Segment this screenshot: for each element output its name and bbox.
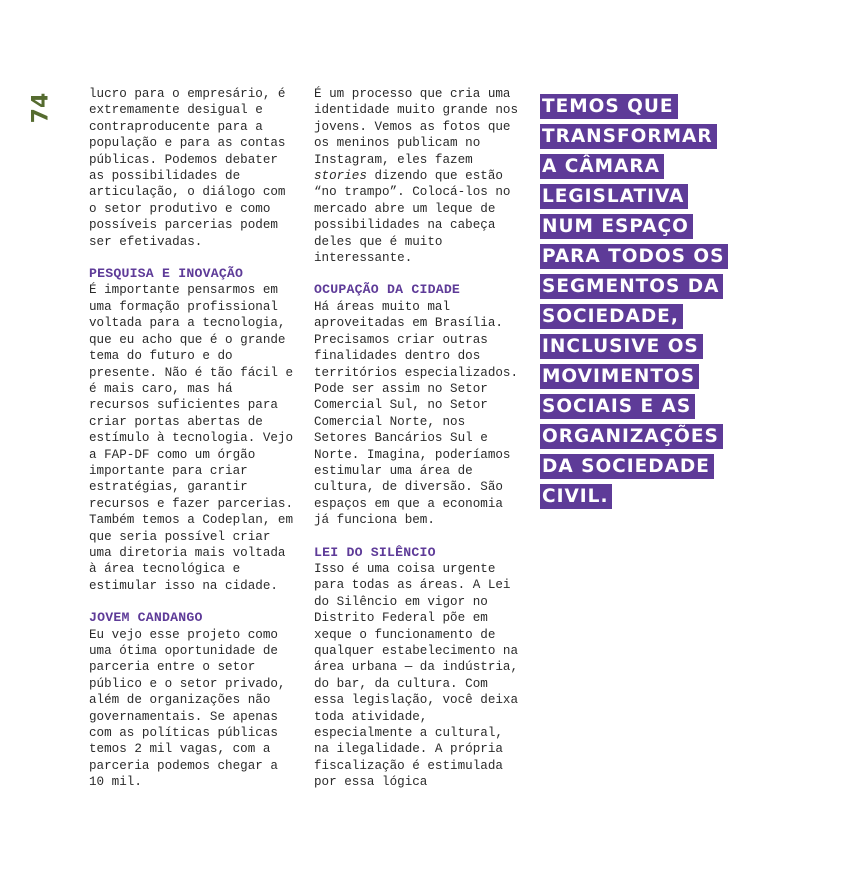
quote-line: LEGISLATIVA — [540, 184, 688, 209]
quote-line: NUM ESPAÇO — [540, 214, 693, 239]
intro-text-italic: stories — [314, 169, 367, 184]
paragraph-jovem: Eu vejo esse projeto como uma ótima oportunidade de parceria entre o setor público e o setor privado, além de organizações não governamentais. Se apenas com as políticas públicas temos 2 mil vagas, com a parceria podemos chegar a 10 mil. — [89, 627, 286, 790]
text-column-middle — [314, 86, 524, 791]
heading-jovem-candango: JOVEM CANDANGO — [89, 610, 203, 626]
quote-line: SOCIEDADE, — [540, 304, 683, 329]
quote-line: PARA TODOS OS — [540, 244, 728, 269]
paragraph-ocupacao: Há áreas muito mal aproveitadas em Brasília. Precisamos criar outras finalidades dentro dos territórios especializados. Pode ser assim no Setor Comercial Sul, no Setor Comercial Norte, nos Setores Bancários Sul e Norte. Imagina, poderíamos estimular uma área de cultura, de diversão. São espaços em que a economia já funciona bem. — [314, 299, 519, 528]
page-number-text: 74 — [28, 92, 54, 124]
heading-lei-silencio: LEI DO SILÊNCIO — [314, 544, 436, 560]
intro-text-b: dizendo que estão “no trampo”. Colocá-los no mercado abre um leque de possibilidades na cabeça deles que é muito interessante. — [314, 169, 511, 266]
intro-text-a: É um processo que cria uma identidade muito grande nos jovens. Vemos as fotos que os meninos publicam no Instagram, eles fazem — [314, 87, 519, 167]
paragraph-intro: lucro para o empresário, é extremamente desigual e contraproducente para a população e para as contas públicas. Podemos debater as possibilidades de articulação, o diálogo com o setor produtivo e como possíveis parcerias podem ser efetivadas. — [89, 87, 286, 249]
paragraph-intro-2 — [314, 86, 524, 266]
quote-line: INCLUSIVE OS — [540, 334, 703, 359]
quote-line: CIVIL. — [540, 484, 612, 509]
pull-quote — [540, 92, 740, 512]
quote-line: DA SOCIEDADE — [540, 454, 714, 479]
quote-line: A CÂMARA — [540, 154, 664, 179]
page-number — [26, 88, 56, 128]
text-column-left — [89, 86, 299, 791]
quote-line: TRANSFORMAR — [540, 124, 717, 149]
quote-line: ORGANIZAÇÕES — [540, 424, 723, 449]
heading-pesquisa-inovacao: PESQUISA E INOVAÇÃO — [89, 266, 244, 282]
heading-ocupacao-cidade: OCUPAÇÃO DA CIDADE — [314, 282, 461, 298]
quote-line: TEMOS QUE — [540, 94, 678, 119]
quote-line: SEGMENTOS DA — [540, 274, 723, 299]
quote-line: MOVIMENTOS — [540, 364, 699, 389]
paragraph-pesquisa: É importante pensarmos em uma formação profissional voltada para a tecnologia, que eu acho que é o grande tema do futuro e do presente. Não é tão fácil e é mais caro, mas há recursos suficientes para criar portas abertas de estímulo à tecnologia. Vejo a FAP-DF como um órgão importante para criar estratégias, garantir recursos e fazer parcerias. Também temos a Codeplan, em que seria possível criar uma diretoria mais voltada à área tecnológica e estimular isso na cidade. — [89, 283, 294, 593]
paragraph-silencio: Isso é uma coisa urgente para todas as áreas. A Lei do Silêncio em vigor no Distrito Federal põe em xeque o funcionamento de qualquer estabelecimento na área urbana — da indústria, do bar, da cultura. Com essa legislação, você deixa toda atividade, especialmente a cultural, na ilegalidade. A própria fiscalização é estimulada por essa lógica — [314, 561, 519, 790]
quote-line: SOCIAIS E AS — [540, 394, 695, 419]
